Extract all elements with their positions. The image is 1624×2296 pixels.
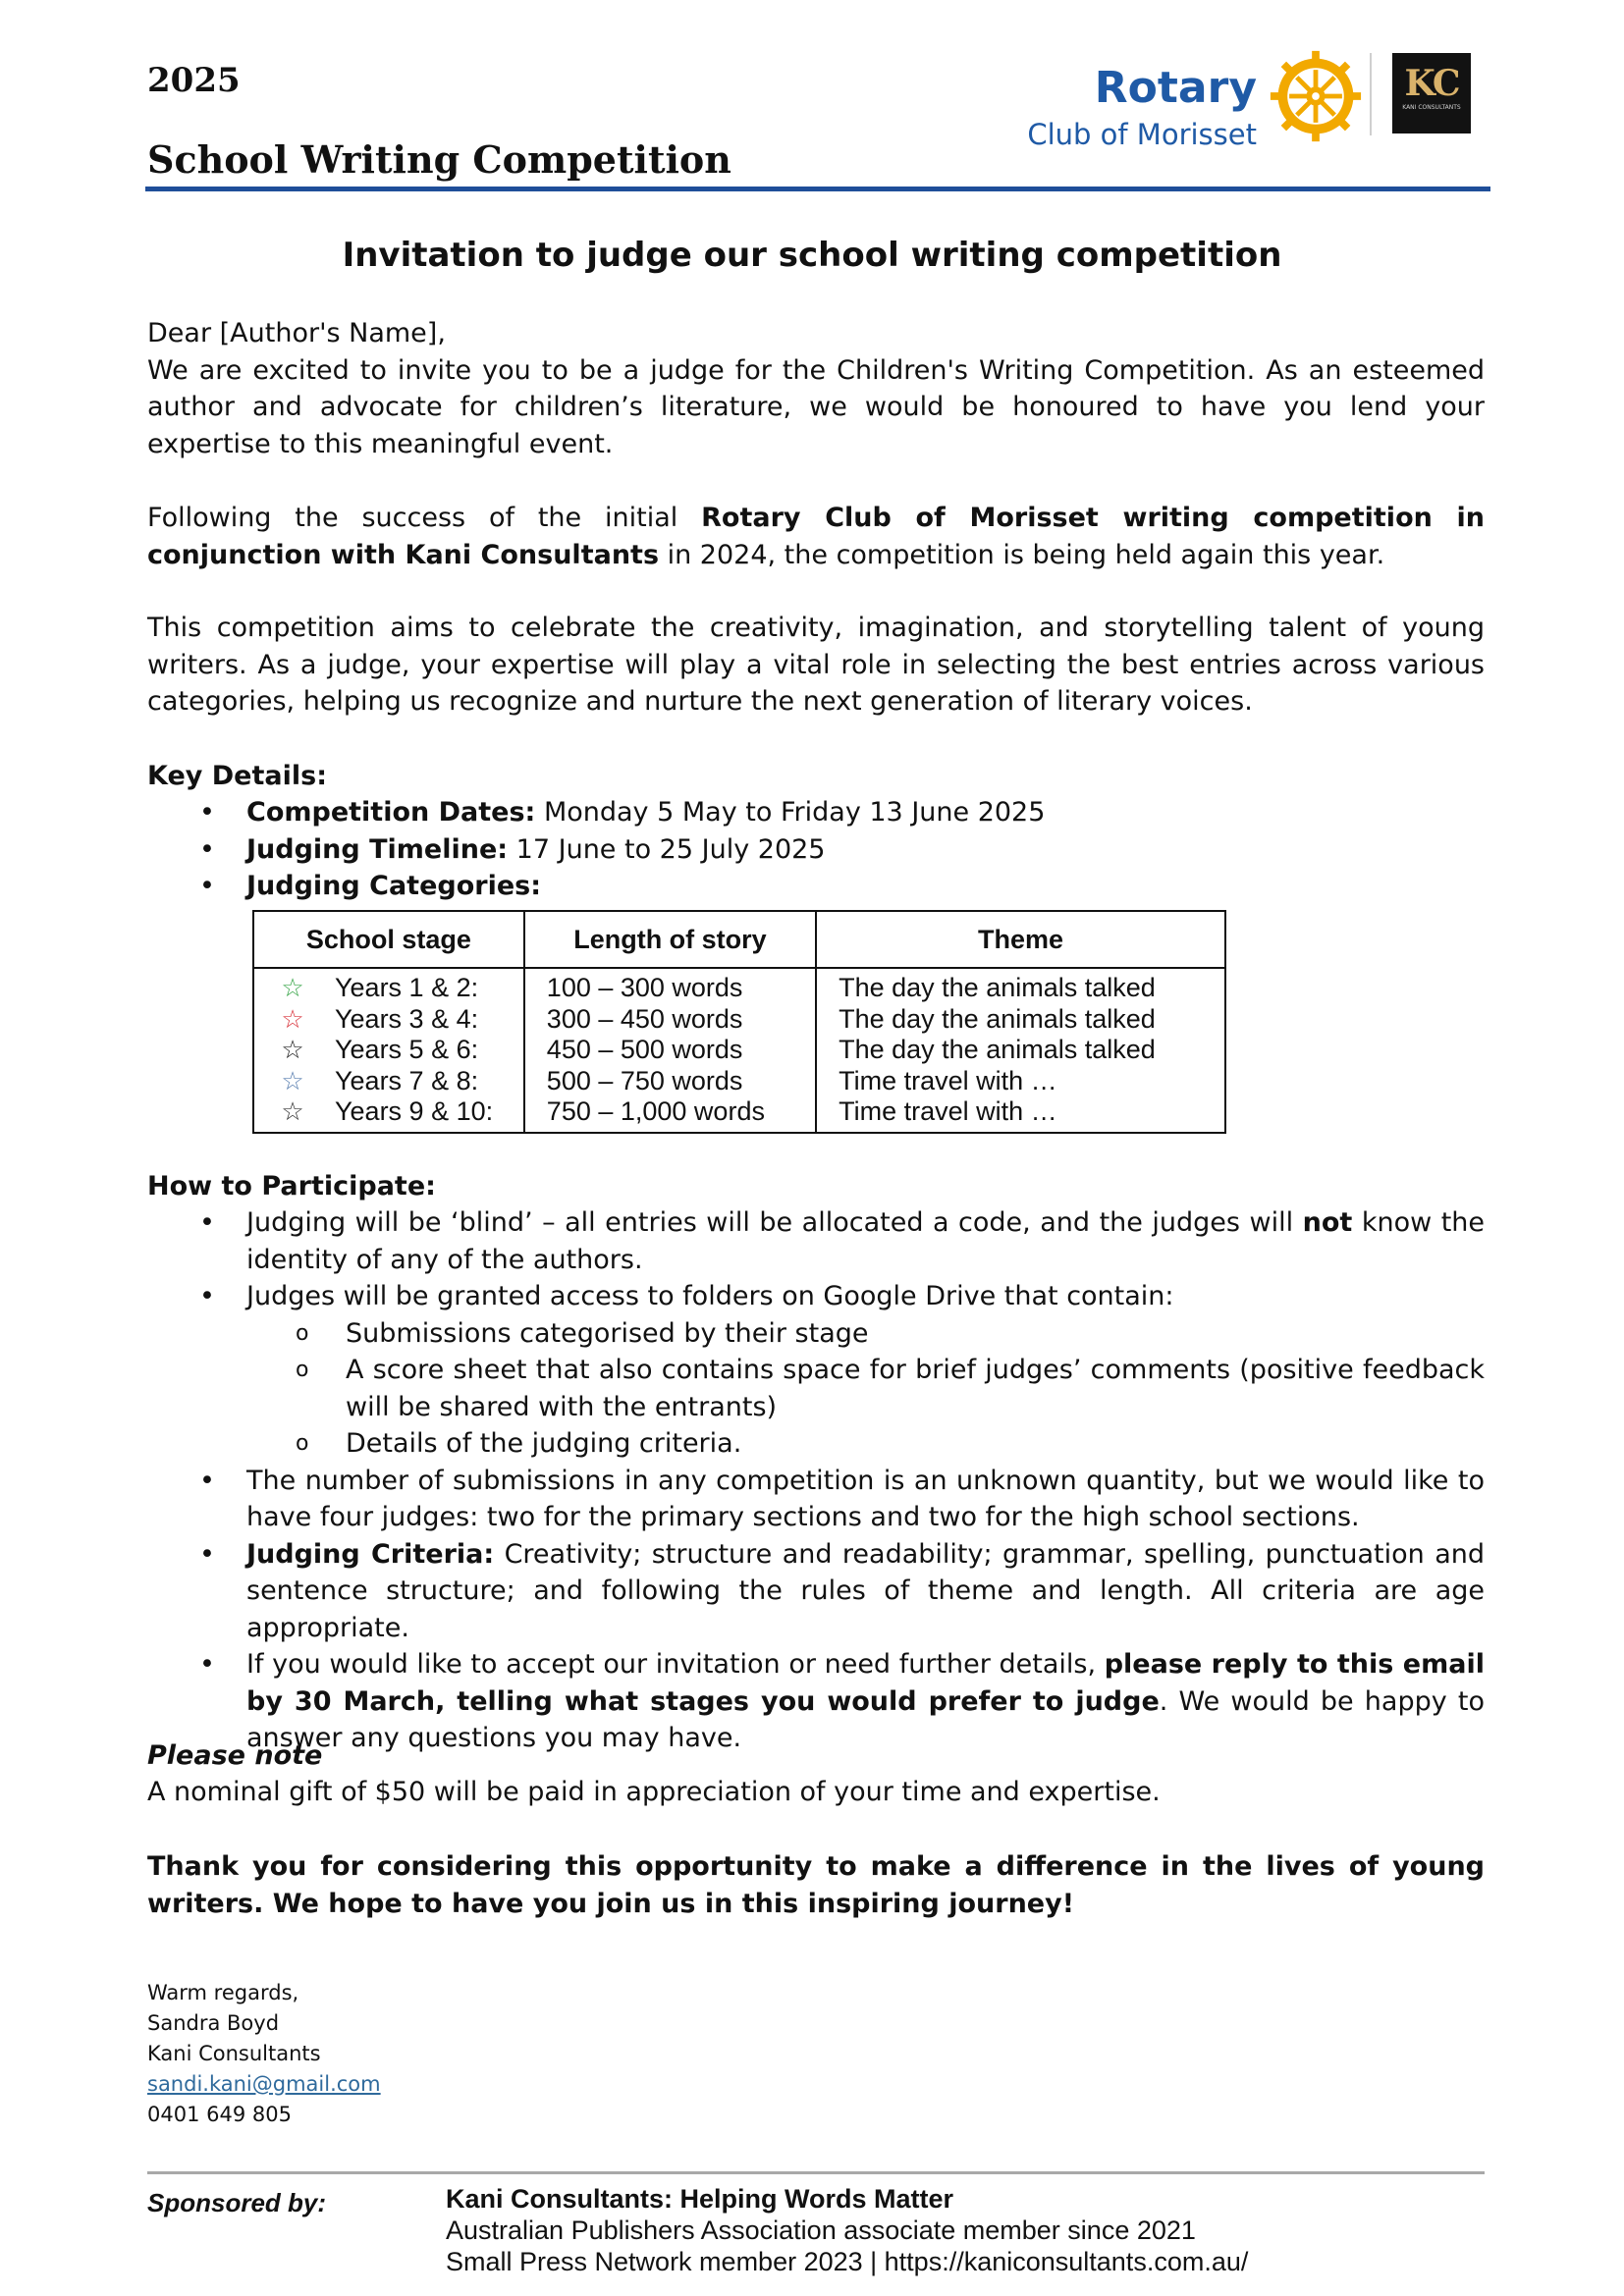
stage-text: Years 1 & 2:	[335, 973, 479, 1002]
key-detail-judging-timeline	[147, 831, 1485, 869]
table-row	[253, 1066, 1225, 1097]
footer-rule	[147, 2171, 1485, 2174]
participate-item-blind	[147, 1204, 1485, 1278]
participate-heading: How to Participate:	[147, 1171, 436, 1201]
salutation: Dear [Author's Name],	[147, 318, 446, 348]
sponsor-membership: Australian Publishers Association associate member since 2021	[446, 2216, 1196, 2245]
sub-item: o Details of the judging criteria.	[246, 1425, 1485, 1463]
please-note-heading: Please note	[147, 1740, 323, 1771]
theme-cell: Time travel with …	[816, 1096, 1225, 1133]
year-label: 2025	[147, 61, 241, 100]
theme-cell: The day the animals talked	[816, 968, 1225, 1004]
drive-contents-list	[246, 1315, 1485, 1463]
stage-text: Years 7 & 8:	[335, 1065, 479, 1095]
item-text: know the identity of any of the authors.	[246, 1207, 1485, 1275]
competition-title: School Writing Competition	[147, 137, 731, 182]
item-text: Creativity; structure and readability; grammar, spelling, punctuation and sentence structure; and following the rules of theme and length. All criteria are age appropriate.	[246, 1538, 1485, 1643]
intro-paragraph: We are excited to invite you to be a judge for the Children's Writing Competition. As an esteemed author and advocate for children’s literature, we would be honoured to have you lend your expertise to this meaningful event.	[147, 354, 1485, 459]
header-school-stage: School stage	[253, 911, 524, 968]
rotary-club-name: Club of Morisset	[1027, 118, 1257, 151]
history-paragraph	[147, 500, 1485, 573]
stage-cell	[253, 1035, 524, 1066]
stage-cell	[253, 1066, 524, 1097]
logo-divider	[1370, 53, 1372, 135]
item-label: Judging Criteria:	[246, 1538, 495, 1570]
kc-logo-subtext: KANI CONSULTANTS	[1402, 104, 1461, 111]
sponsor-name: Kani Consultants: Helping Words Matter	[446, 2184, 954, 2214]
sign-off: Warm regards,	[147, 1981, 299, 2004]
table-row	[253, 1004, 1225, 1036]
table-header-row	[253, 911, 1225, 968]
theme-cell: The day the animals talked	[816, 1035, 1225, 1066]
signer-name: Sandra Boyd	[147, 2011, 280, 2035]
detail-label: Judging Timeline:	[246, 833, 509, 865]
star-icon: ☆	[281, 1003, 304, 1034]
rotary-wordmark: Rotary	[1094, 63, 1257, 113]
sponsored-label: Sponsored by:	[147, 2188, 327, 2217]
star-icon: ☆	[281, 1035, 304, 1064]
length-cell: 450 – 500 words	[524, 1035, 816, 1066]
detail-label: Competition Dates:	[246, 797, 536, 828]
length-cell: 100 – 300 words	[524, 968, 816, 1004]
history-text-start: Following the success of the initial	[147, 503, 702, 533]
length-cell: 750 – 1,000 words	[524, 1096, 816, 1133]
sponsor-network: Small Press Network member 2023 | https://kaniconsultants.com.au/	[446, 2247, 1249, 2276]
participate-item-judges: • The number of submissions in any competition is an unknown quantity, but we would like to have four judges: two for the primary sections and two for the high school sections.	[147, 1463, 1485, 1536]
stage-text: Years 3 & 4:	[335, 1003, 479, 1034]
judging-categories-table	[252, 910, 1226, 1134]
rotary-wheel-icon	[1269, 49, 1363, 143]
intro-block	[147, 315, 1485, 462]
stage-text: Years 9 & 10:	[335, 1096, 494, 1126]
participate-item-criteria	[147, 1536, 1485, 1647]
header-theme: Theme	[816, 911, 1225, 968]
history-text-bold: Rotary Club of Morisset writing competition in conjunction with Kani Consultants	[147, 503, 1485, 570]
closing-paragraph: Thank you for considering this opportunity to make a difference in the lives of young writers. We hope to have you join us in this inspiring journey!	[147, 1851, 1485, 1919]
detail-label: Judging Categories:	[246, 871, 542, 901]
rotary-logo	[1027, 63, 1355, 161]
phone-number: 0401 649 805	[147, 2103, 292, 2126]
history-text-end: in 2024, the competition is being held again this year.	[659, 539, 1385, 570]
theme-cell: The day the animals talked	[816, 1004, 1225, 1036]
sponsor-details	[446, 2183, 1248, 2277]
kc-logo-letters: KC	[1404, 63, 1459, 104]
theme-cell: Time travel with …	[816, 1066, 1225, 1097]
please-note-text: A nominal gift of $50 will be paid in appreciation of your time and expertise.	[147, 1777, 1161, 1807]
signature-block	[147, 1978, 381, 2130]
sub-item: o Submissions categorised by their stage	[246, 1315, 1485, 1353]
key-details-list	[147, 794, 1485, 905]
table-row	[253, 1035, 1225, 1066]
length-cell: 500 – 750 words	[524, 1066, 816, 1097]
key-detail-competition-dates	[147, 794, 1485, 831]
item-text-bold: please reply to this email by 30 March, telling what stages you would prefer to judge	[246, 1649, 1485, 1717]
participate-item-drive	[147, 1278, 1485, 1463]
table-row	[253, 968, 1225, 1004]
stage-cell	[253, 968, 524, 1004]
stage-cell	[253, 1096, 524, 1133]
item-text: Judges will be granted access to folders on Google Drive that contain:	[246, 1281, 1174, 1311]
table-row	[253, 1096, 1225, 1133]
detail-value: 17 June to 25 July 2025	[508, 833, 826, 865]
item-text: If you would like to accept our invitation or need further details,	[246, 1649, 1105, 1680]
stage-cell	[253, 1004, 524, 1036]
star-icon: ☆	[281, 1065, 304, 1095]
star-icon: ☆	[281, 973, 304, 1002]
kani-consultants-logo	[1392, 53, 1471, 133]
participate-list	[147, 1204, 1485, 1757]
sub-item: o A score sheet that also contains space for brief judges’ comments (positive feedback will be shared with the entrants)	[246, 1352, 1485, 1425]
item-text: Judging will be ‘blind’ – all entries will be allocated a code, and the judges will	[246, 1207, 1303, 1238]
header-rule	[145, 187, 1490, 191]
signer-company: Kani Consultants	[147, 2042, 321, 2065]
length-cell: 300 – 450 words	[524, 1004, 816, 1036]
key-details-heading: Key Details:	[147, 761, 327, 791]
aims-paragraph: This competition aims to celebrate the creativity, imagination, and storytelling talent of young writers. As a judge, your expertise will play a vital role in selecting the best entries across various categories, helping us recognize and nurture the next generation of literary voices.	[147, 613, 1485, 717]
star-icon: ☆	[281, 1096, 304, 1126]
stage-text: Years 5 & 6:	[335, 1035, 479, 1064]
email-link[interactable]: sandi.kani@gmail.com	[147, 2072, 381, 2096]
letter-title: Invitation to judge our school writing competition	[342, 236, 1282, 275]
key-detail-judging-categories	[147, 868, 1485, 905]
detail-value: Monday 5 May to Friday 13 June 2025	[535, 797, 1046, 828]
item-text: . We would be happy to answer any questions you may have.	[246, 1685, 1485, 1753]
item-text-bold: not	[1302, 1207, 1353, 1238]
header-length-of-story: Length of story	[524, 911, 816, 968]
